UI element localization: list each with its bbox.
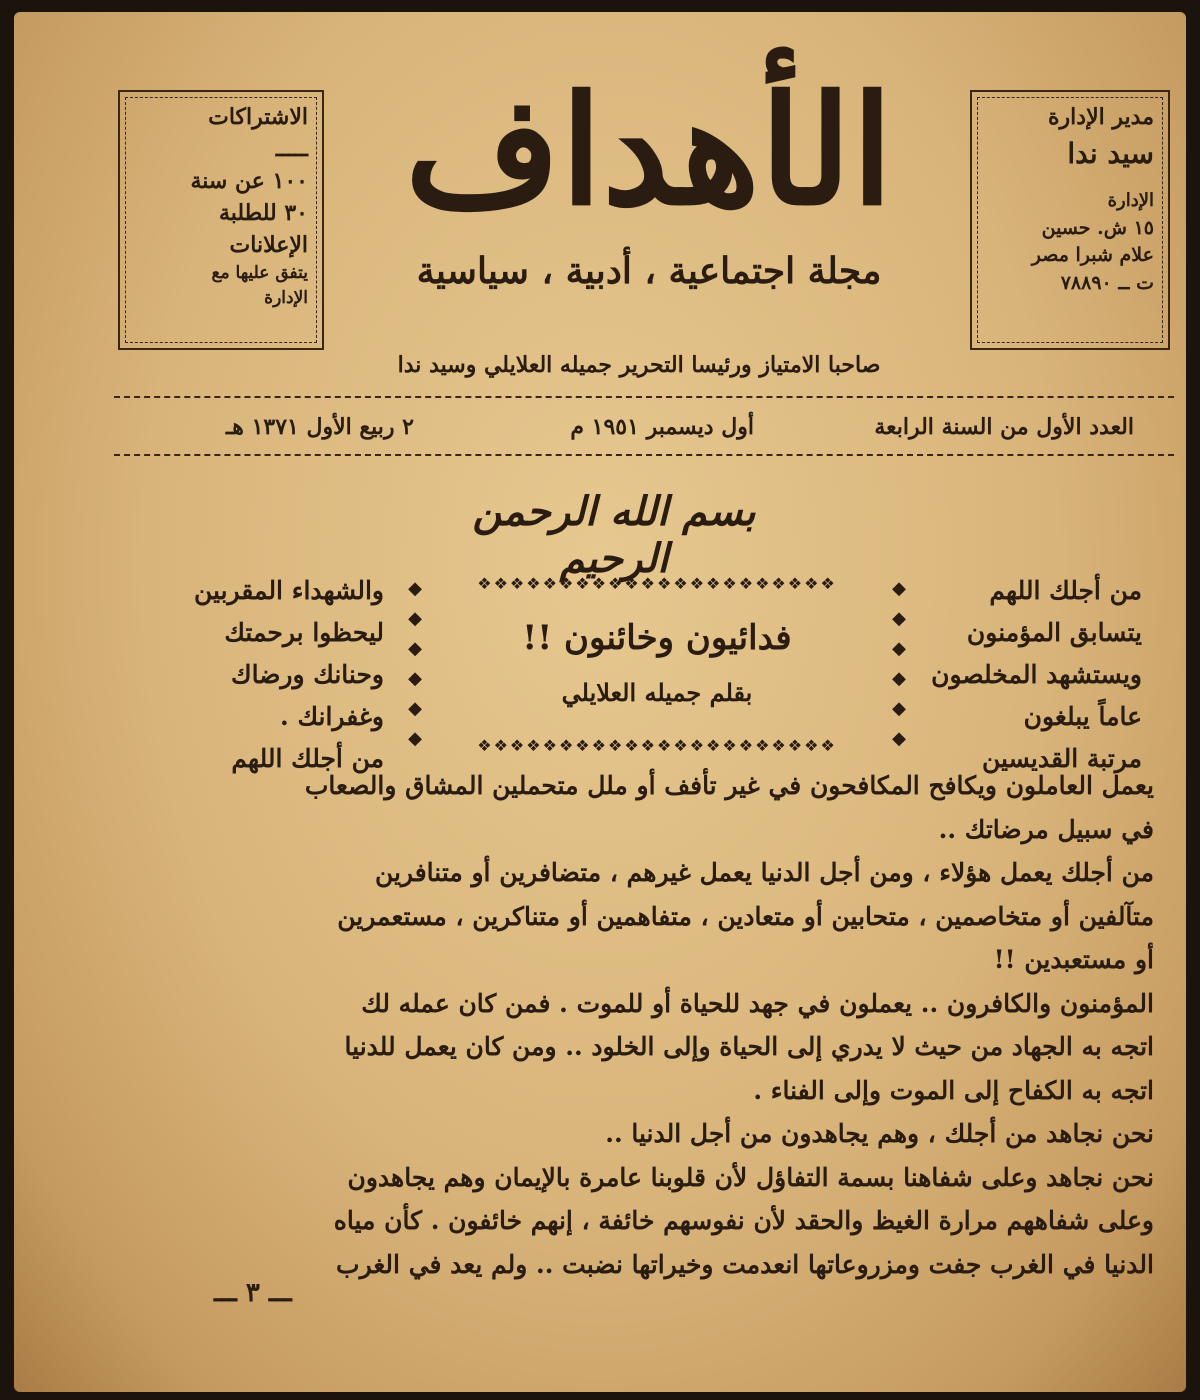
ornament-border-bottom: ❖❖❖❖❖❖❖❖❖❖❖❖❖❖❖❖❖❖❖❖❖❖ [477, 736, 837, 754]
issue-date-hijri: ٢ ربيع الأول ١٣٧١ هـ [225, 414, 414, 440]
magazine-title: الأهداف [404, 63, 894, 239]
body-line: وعلى شفاههم مرارة الغيظ والحقد لأن نفوسهم خائفة ، إنهم خائفون . كأن مياه [333, 1206, 1154, 1235]
page-number: ـــ ٣ ـــ [214, 1278, 292, 1308]
admin-address-label: الإدارة [1107, 190, 1154, 212]
administration-box [970, 90, 1170, 350]
verse-line: يتسابق المؤمنون [966, 618, 1142, 647]
admin-address-line: علام شبرا مصر [1031, 244, 1154, 267]
subscriptions-line: ـــــ [275, 135, 308, 162]
admin-manager-label: مدير الإدارة [1048, 104, 1154, 130]
verse-line: وغفرانك . [280, 702, 384, 731]
magazine-page [14, 12, 1186, 1392]
admin-manager-name: سيد ندا [1067, 136, 1154, 170]
verse-line: والشهداء المقربين [194, 576, 384, 605]
body-line: نحن نجاهد من أجلك ، وهم يجاهدون من أجل الدنيا .. [605, 1119, 1154, 1148]
subscriptions-line: ١٠٠ عن سنة [190, 167, 308, 194]
ornament-border-top: ❖❖❖❖❖❖❖❖❖❖❖❖❖❖❖❖❖❖❖❖❖❖ [477, 574, 837, 592]
body-line: من أجلك يعمل هؤلاء ، ومن أجل الدنيا يعمل غيرهم ، متضافرين أو متنافرين [374, 858, 1154, 887]
verse-line: من أجلك اللهم [989, 576, 1142, 605]
issue-date-gregorian: أول ديسمبر ١٩٥١ م [570, 414, 754, 440]
intro-verse-left [184, 570, 384, 780]
verse-line: مرتبة القديسين [982, 744, 1142, 773]
body-line: يعمل العاملون ويكافح المكافحون في غير تأفف أو ملل متحملين المشاق والصعاب [304, 771, 1154, 800]
divider-bottom [114, 454, 1174, 456]
admin-phone: ت ــ ٧٨٨٩٠ [1060, 271, 1154, 294]
subscriptions-heading: الاشتراكات [208, 104, 308, 130]
verse-line: وحنانك ورضاك [230, 660, 384, 689]
body-line: اتجه به الجهاد من حيث لا يدري إلى الحياة وإلى الخلود .. ومن كان يعمل للدنيا [344, 1032, 1154, 1061]
verse-line: ويستشهد المخلصون [931, 660, 1142, 689]
body-line: نحن نجاهد وعلى شفاهنا بسمة التفاؤل لأن قلوبنا عامرة بالإيمان وهم يجاهدون [347, 1162, 1154, 1192]
issue-number: العدد الأول من السنة الرابعة [874, 414, 1134, 440]
body-line: الدنيا في الغرب جفت ومزروعاتها انعدمت وخيراتها نضبت .. ولم يعد في الغرب [336, 1249, 1154, 1279]
basmala: بسم الله الرحمن الرحيم [472, 488, 756, 582]
verse-line: عاماً يبلغون [1023, 702, 1142, 731]
article-byline: بقلم جميله العلايلي [561, 678, 753, 707]
article-title-frame [406, 574, 908, 754]
issue-bar [134, 414, 1134, 454]
ads-line: يتفق عليها مع [211, 263, 308, 284]
ads-heading: الإعلانات [229, 231, 308, 258]
article-body [174, 764, 1154, 1286]
verse-line: من أجلك اللهم [231, 744, 384, 773]
ads-line: الإدارة [264, 288, 308, 309]
subscriptions-box [118, 90, 324, 350]
body-line: متآلفين أو متخاصمين ، متحابين أو متعادين ، متفاهمين أو متناكرين ، مستعمرين [337, 901, 1154, 931]
body-line: اتجه به الكفاح إلى الموت وإلى الفناء . [753, 1075, 1154, 1105]
admin-address-line: ١٥ ش. حسين [1041, 216, 1154, 239]
divider-top [114, 396, 1174, 398]
verse-line: ليحظوا برحمتك [224, 618, 384, 647]
body-line: في سبيل مرضاتك .. [938, 814, 1154, 844]
owners-line: صاحبا الامتياز ورئيسا التحرير جميله العلايلي وسيد ندا [397, 352, 881, 378]
masthead [344, 63, 954, 292]
subscriptions-line: ٣٠ للطلبة [218, 199, 308, 226]
article-title: فدائيون وخائنون !! [522, 618, 792, 658]
magazine-subtitle: مجلة اجتماعية ، أدبية ، سياسية [416, 250, 882, 292]
ornament-border-left: ◆ ◆ ◆ ◆ ◆ ◆ [408, 578, 422, 749]
body-line: أو مستعبدين !! [993, 945, 1154, 974]
ornament-border-right: ◆ ◆ ◆ ◆ ◆ ◆ [892, 578, 906, 749]
body-line: المؤمنون والكافرون .. يعملون في جهد للحياة أو للموت . فمن كان عمله لك [361, 988, 1154, 1018]
intro-verse-right [914, 570, 1142, 780]
